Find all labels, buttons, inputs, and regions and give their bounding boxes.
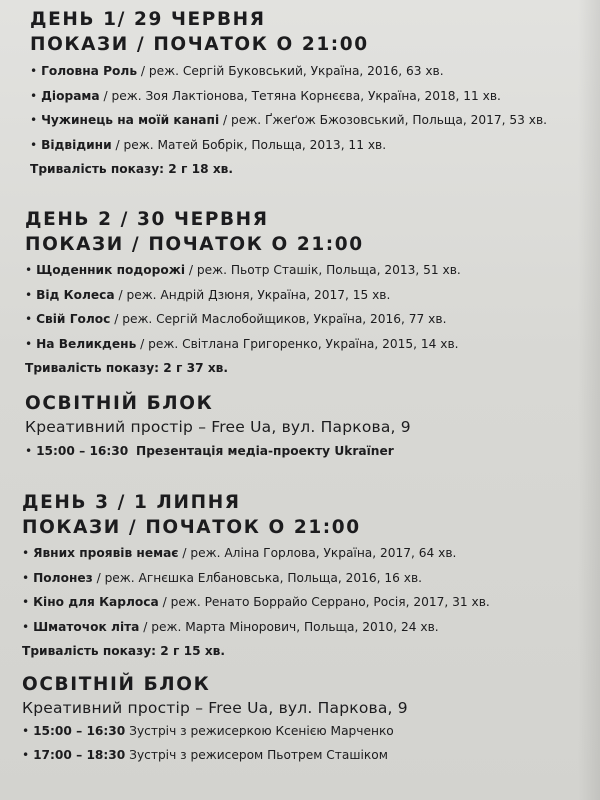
bullet: • — [30, 64, 38, 78]
film-title: Кіно для Карлоса — [33, 595, 159, 609]
bullet: • — [30, 137, 38, 152]
paper-shadow — [578, 0, 600, 800]
event-item — [22, 719, 600, 743]
bullet: • — [30, 113, 38, 127]
film-details: / реж. Пьотр Сташік, Польща, 2013, 51 хв. — [185, 263, 461, 277]
bullet: • — [22, 724, 30, 738]
film-item — [30, 133, 600, 158]
day1-subtitle: ПОКАЗИ / ПОЧАТОК О 21:00 — [30, 34, 369, 55]
film-title: Діорама — [41, 88, 100, 103]
film-details: / реж. Ґжеґож Бжозовський, Польща, 2017, 53 хв. — [219, 113, 548, 127]
day3-total-duration: Тривалість показу: 2 г 15 хв. — [22, 644, 226, 658]
event-item — [25, 439, 600, 463]
bullet: • — [22, 595, 30, 609]
bullet: • — [25, 287, 33, 302]
film-item — [25, 258, 600, 283]
bullet: • — [25, 263, 33, 277]
bullet: • — [22, 748, 30, 762]
day2-total-duration: Тривалість показу: 2 г 37 хв. — [25, 361, 229, 375]
film-item — [25, 307, 600, 332]
film-details: / реж. Марта Мінорович, Польща, 2010, 24 хв. — [139, 619, 439, 634]
event-time: 15:00 – 16:30 — [33, 724, 126, 738]
film-item — [30, 84, 600, 109]
film-title: Свій Голос — [36, 312, 111, 326]
film-item — [22, 590, 600, 615]
day3-edu-venue: Креативний простір – Free Ua, вул. Паркова, 9 — [22, 699, 408, 717]
day3-title: ДЕНЬ 3 / 1 ЛИПНЯ — [22, 492, 241, 513]
event-description: Зустріч з режисеркою Ксенією Марченко — [125, 724, 394, 738]
day2-section — [25, 209, 600, 463]
day3-subtitle: ПОКАЗИ / ПОЧАТОК О 21:00 — [22, 517, 361, 538]
day2-edu-block — [25, 393, 600, 463]
bullet: • — [25, 444, 33, 458]
event-description: Презентація медіа-проекту Ukraїner — [136, 444, 394, 458]
day3-section — [22, 492, 600, 767]
film-details: / реж. Сергій Буковський, Україна, 2016, 63 хв. — [137, 64, 444, 78]
film-title: Полонез — [33, 570, 93, 585]
film-details: / реж. Ренато Боррайо Серрано, Росія, 2017, 31 хв. — [158, 595, 490, 609]
film-title: Явних проявів немає — [33, 546, 179, 560]
event-description: Зустріч з режисером Пьотрем Сташіком — [125, 748, 388, 762]
day3-film-list — [22, 541, 600, 639]
film-item — [22, 541, 600, 566]
film-title: Чужинець на моїй канапі — [41, 113, 220, 127]
bullet: • — [25, 336, 33, 351]
day1-title: ДЕНЬ 1/ 29 ЧЕРВНЯ — [30, 9, 266, 30]
film-title: Відвідини — [41, 137, 112, 152]
film-item — [22, 615, 600, 640]
bullet: • — [25, 312, 33, 326]
bullet: • — [30, 88, 38, 103]
event-time: 17:00 – 18:30 — [33, 748, 126, 762]
film-item — [25, 332, 600, 357]
day1-film-list — [30, 59, 600, 157]
film-details: / реж. Агнєшка Елбановська, Польща, 2016, 16 хв. — [92, 570, 423, 585]
film-title: Щоденник подорожі — [36, 263, 186, 277]
film-details: / реж. Андрій Дзюня, Україна, 2017, 15 хв. — [114, 287, 391, 302]
bullet: • — [22, 619, 30, 634]
film-details: / реж. Аліна Горлова, Україна, 2017, 64 хв. — [178, 546, 457, 560]
day2-edu-venue: Креативний простір – Free Ua, вул. Паркова, 9 — [25, 418, 411, 436]
day2-film-list — [25, 258, 600, 356]
film-details: / реж. Світлана Григоренко, Україна, 2015, 14 хв. — [136, 336, 459, 351]
film-title: Від Колеса — [36, 287, 115, 302]
film-title: Головна Роль — [41, 64, 138, 78]
day3-edu-title: ОСВІТНІЙ БЛОК — [22, 674, 211, 695]
film-item — [25, 283, 600, 308]
event-item — [22, 743, 600, 767]
event-time: 15:00 – 16:30 — [36, 444, 129, 458]
film-item — [30, 108, 600, 133]
film-item — [30, 59, 600, 84]
film-title: На Великдень — [36, 336, 137, 351]
film-details: / реж. Сергій Маслобойщиков, Україна, 2016, 77 хв. — [110, 312, 447, 326]
film-item — [22, 566, 600, 591]
film-details: / реж. Зоя Лактіонова, Тетяна Корнєєва, Україна, 2018, 11 хв. — [99, 88, 501, 103]
day2-subtitle: ПОКАЗИ / ПОЧАТОК О 21:00 — [25, 234, 364, 255]
day1-total-duration: Тривалість показу: 2 г 18 хв. — [30, 162, 234, 176]
film-title: Шматочок літа — [33, 619, 140, 634]
day2-edu-title: ОСВІТНІЙ БЛОК — [25, 393, 214, 414]
day2-title: ДЕНЬ 2 / 30 ЧЕРВНЯ — [25, 209, 269, 230]
day1-section — [30, 9, 600, 181]
day3-edu-block — [22, 674, 600, 767]
film-details: / реж. Матей Бобрік, Польща, 2013, 11 хв. — [111, 137, 387, 152]
bullet: • — [22, 546, 30, 560]
bullet: • — [22, 570, 30, 585]
